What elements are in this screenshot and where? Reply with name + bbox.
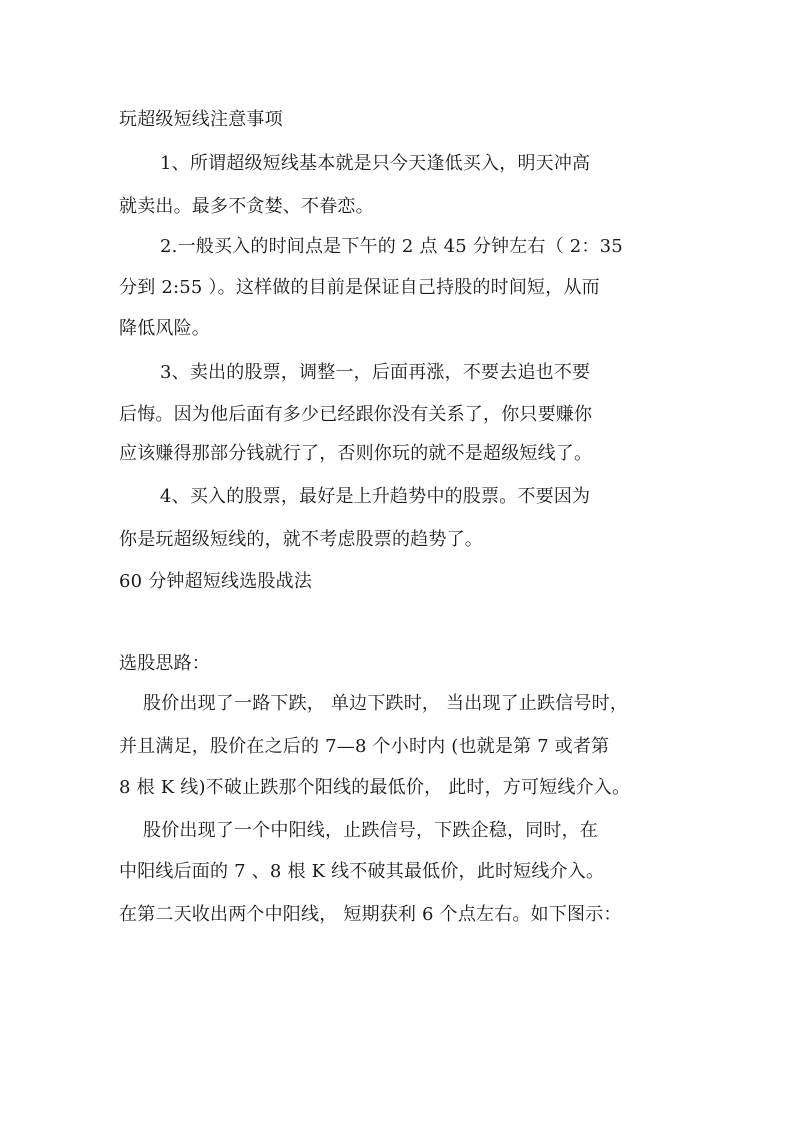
stock-selection-heading: 选股思路： xyxy=(119,653,210,674)
para-1-line-1: 股价出现了一路下跌， 单边下跌时， 当出现了止跌信号时， xyxy=(143,693,629,714)
item-3-line-1: 3、卖出的股票，调整一，后面再涨，不要去追也不要 xyxy=(160,362,591,383)
item-3-line-3: 应该赚得那部分钱就行了，否则你玩的就不是超级短线了。 xyxy=(119,443,593,464)
para-1-line-2: 并且满足，股价在之后的 7—8 个小时内 (也就是第 7 或者第 xyxy=(119,736,610,757)
para-2-line-3: 在第二天收出两个中阳线， 短期获利 6 个点左右。如下图示： xyxy=(119,904,622,925)
section-title-super-short-notes: 玩超级短线注意事项 xyxy=(119,109,283,130)
para-2-line-2: 中阳线后面的 7 、8 根 K 线不破其最低价，此时短线介入。 xyxy=(119,861,605,882)
item-1-line-2: 就卖出。最多不贪婪、不眷恋。 xyxy=(119,196,374,217)
item-4-line-1: 4、买入的股票，最好是上升趋势中的股票。不要因为 xyxy=(160,486,591,507)
para-1-line-3: 8 根 K 线)不破止跌那个阳线的最低价， 此时，方可短线介入。 xyxy=(119,777,631,798)
para-2-line-1: 股价出现了一个中阳线，止跌信号，下跌企稳，同时，在 xyxy=(143,820,598,841)
item-4-line-2: 你是玩超级短线的，就不考虑股票的趋势了。 xyxy=(119,529,483,550)
item-2-line-2: 分到 2:55 ）。这样做的目前是保证自己持股的时间短，从而 xyxy=(119,277,600,298)
item-2-line-3: 降低风险。 xyxy=(119,318,210,339)
section-title-60-minute: 60 分钟超短线选股战法 xyxy=(119,571,313,592)
item-1-line-1: 1、所谓超级短线基本就是只今天逢低买入，明天冲高 xyxy=(160,153,591,174)
item-2-line-1: 2.一般买入的时间点是下午的 2 点 45 分钟左右（ 2：35 xyxy=(160,236,623,257)
item-3-line-2: 后悔。因为他后面有多少已经跟你没有关系了，你只要赚你 xyxy=(119,404,593,425)
